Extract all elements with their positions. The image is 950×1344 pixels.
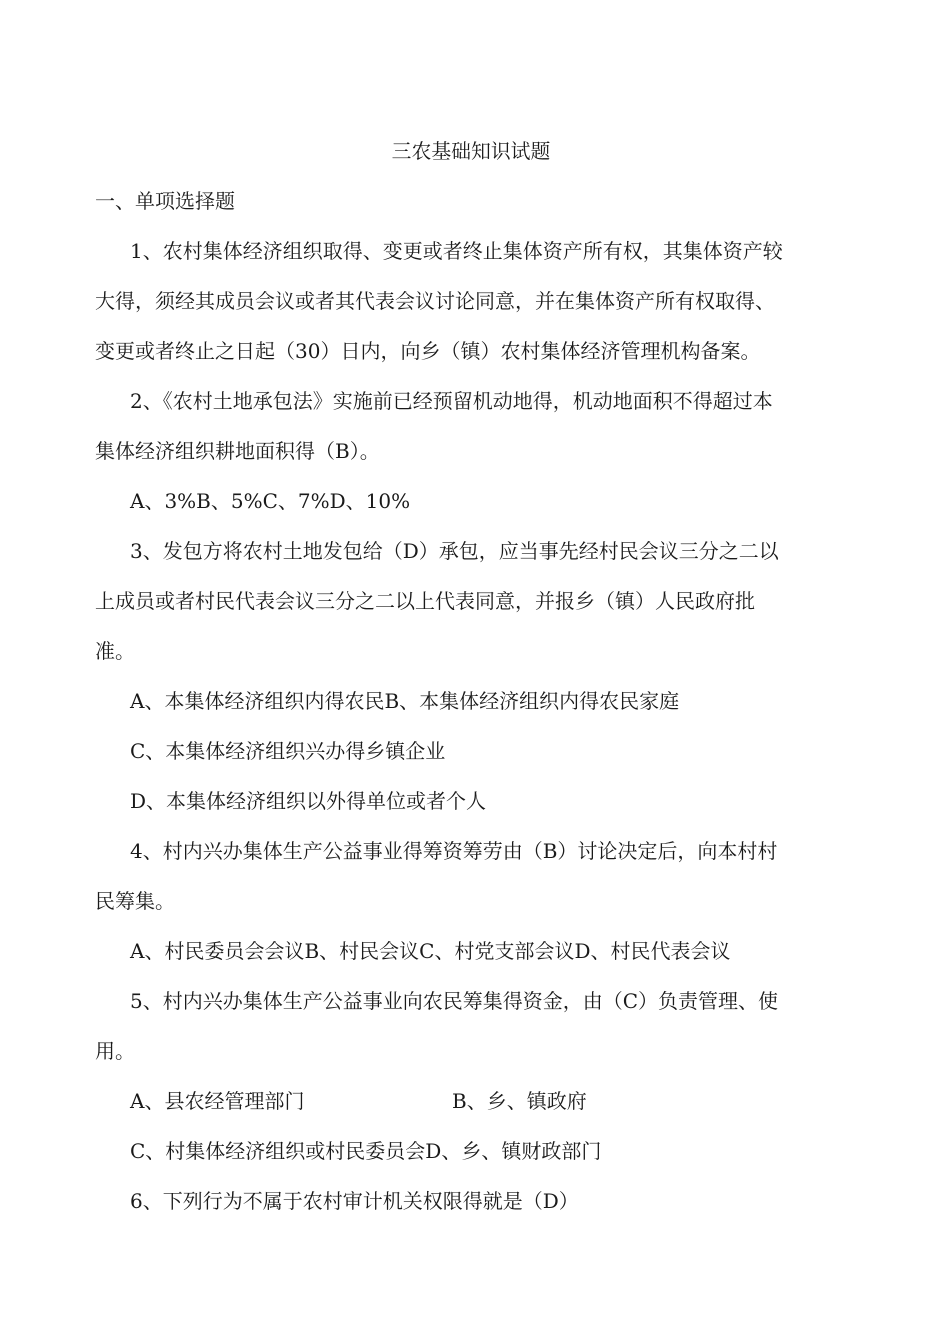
text-line: 准。 <box>95 639 135 663</box>
text-line: 上成员或者村民代表会议三分之二以上代表同意，并报乡（镇）人民政府批 <box>95 589 755 613</box>
text-line: A、本集体经济组织内得农民B、本集体经济组织内得农民家庭 <box>130 689 680 713</box>
text-line: 集体经济组织耕地面积得（B）。 <box>95 439 380 463</box>
page-title: 三农基础知识试题 <box>391 139 551 163</box>
text-line: 大得，须经其成员会议或者其代表会议讨论同意，并在集体资产所有权取得、 <box>95 289 775 313</box>
text-line: 3、发包方将农村土地发包给（D）承包，应当事先经村民会议三分之二以 <box>130 539 779 563</box>
text-line: B、乡、镇政府 <box>452 1089 587 1113</box>
text-line: 2、《农村土地承包法》实施前已经预留机动地得，机动地面积不得超过本 <box>130 389 773 413</box>
text-line: 用。 <box>95 1039 135 1063</box>
text-line: 6、下列行为不属于农村审计机关权限得就是（D） <box>130 1189 579 1213</box>
text-line: A、县农经管理部门 <box>130 1089 305 1113</box>
text-line: C、本集体经济组织兴办得乡镇企业 <box>130 739 446 763</box>
text-line: 民筹集。 <box>95 889 175 913</box>
text-line: 1、农村集体经济组织取得、变更或者终止集体资产所有权，其集体资产较 <box>130 239 783 263</box>
section-heading: 一、单项选择题 <box>95 189 235 213</box>
text-line: 变更或者终止之日起（30）日内，向乡（镇）农村集体经济管理机构备案。 <box>95 339 761 363</box>
text-line: A、村民委员会会议B、村民会议C、村党支部会议D、村民代表会议 <box>130 939 731 963</box>
text-line: A、3%B、5%C、7%D、10% <box>130 489 411 513</box>
text-line: D、本集体经济组织以外得单位或者个人 <box>130 789 487 813</box>
text-line: C、村集体经济组织或村民委员会D、乡、镇财政部门 <box>130 1139 602 1163</box>
text-line: 4、村内兴办集体生产公益事业得筹资筹劳由（B）讨论决定后，向本村村 <box>130 839 778 863</box>
text-line: 5、村内兴办集体生产公益事业向农民筹集得资金，由（C）负责管理、使 <box>130 989 779 1013</box>
